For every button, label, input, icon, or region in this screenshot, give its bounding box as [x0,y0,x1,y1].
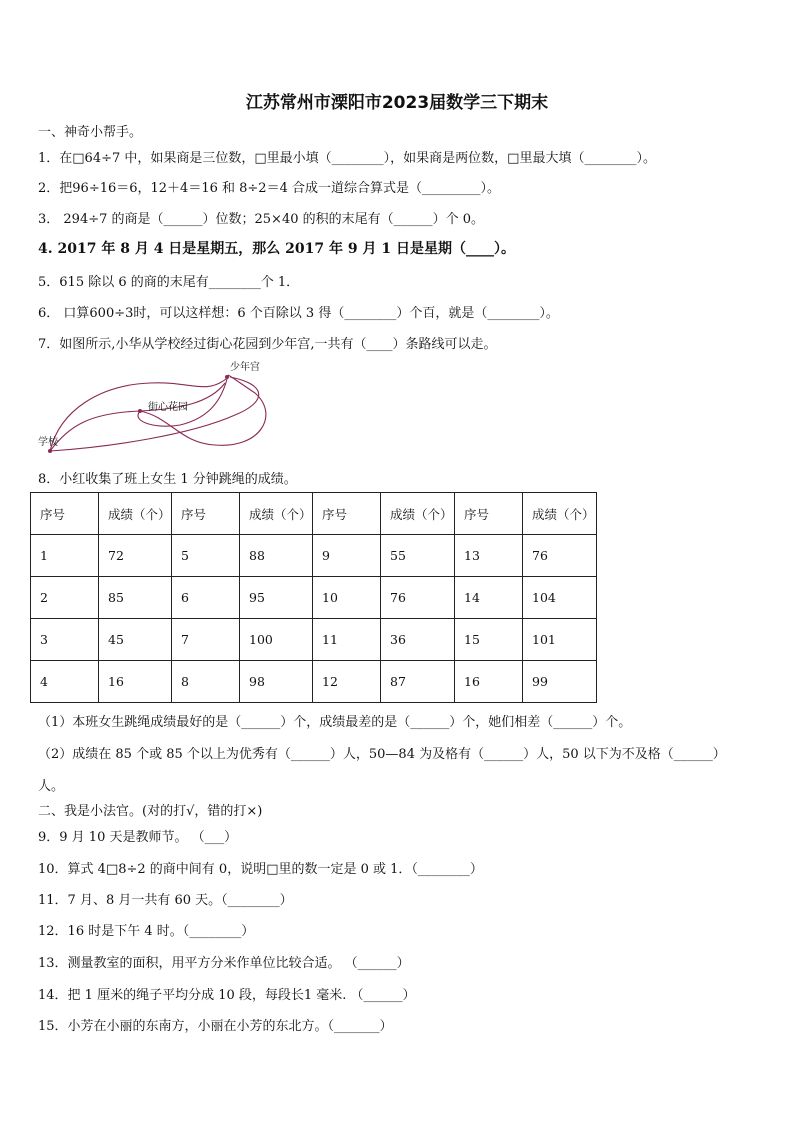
table-cell: 101 [523,619,597,661]
question-14: 14．把 1 厘米的绳子平均分成 10 段，每段长1 毫米. （______） [38,988,416,1003]
section-2-heading: 二、我是小法官。(对的打√，错的打×) [38,804,263,819]
route-map-figure [30,355,290,455]
table-cell: 87 [381,661,455,703]
table-cell: 16 [99,661,172,703]
question-8: 8．小红收集了班上女生 1 分钟跳绳的成绩。 [38,472,297,487]
table-header-cell: 成绩（个） [99,493,172,535]
table-header-cell: 序号 [455,493,523,535]
question-9: 9．9 月 10 天是教师节。 （___） [38,830,238,845]
question-6: 6． 口算600÷3时，可以这样想：6 个百除以 3 得（________）个百，就是（________）。 [38,306,559,321]
question-10: 10．算式 4□8÷2 的商中间有 0，说明□里的数一定是 0 或 1．（________） [38,862,483,877]
table-cell: 36 [381,619,455,661]
garden-point [138,409,142,413]
question-1: 1．在□64÷7 中，如果商是三位数，□里最小填（________），如果商是两位数，□里最大填（________）。 [38,151,656,166]
table-cell: 55 [381,535,455,577]
table-row [31,535,597,577]
question-8-part-2: （2）成绩在 85 个或 85 个以上为优秀有（______）人，50—84 为及格有（______）人，50 以下为不及格（______） [38,747,726,762]
table-cell: 10 [313,577,381,619]
question-13: 13．测量教室的面积，用平方分米作单位比较合适。 （______） [38,956,410,971]
table-header-cell: 序号 [172,493,240,535]
table-header-cell: 序号 [313,493,381,535]
question-3: 3． 294÷7 的商是（______）位数；25×40 的积的末尾有（______）个 0。 [38,212,485,227]
section-1-heading: 一、神奇小帮手。 [38,125,143,140]
question-15: 15．小芳在小丽的东南方，小丽在小芳的东北方。（_______） [38,1019,393,1034]
question-5: 5．615 除以 6 的商的末尾有________个 1． [38,275,300,290]
table-cell: 13 [455,535,523,577]
table-cell: 12 [313,661,381,703]
table-cell: 76 [381,577,455,619]
table-cell: 11 [313,619,381,661]
question-11: 11．7 月、8 月一共有 60 天。（________） [38,893,293,908]
question-8-part-2-cont: 人。 [38,779,65,794]
table-cell: 100 [240,619,313,661]
table-cell: 15 [455,619,523,661]
table-cell: 1 [31,535,99,577]
question-12: 12．16 时是下午 4 时。（________） [38,924,255,939]
page-title: 江苏常州市溧阳市2023届数学三下期末 [245,93,549,113]
question-2: 2．把96÷16＝6，12＋4＝16 和 8÷2＝4 合成一道综合算式是（_________）。 [38,181,500,196]
label-school: 学校 [38,437,58,448]
table-cell: 6 [172,577,240,619]
question-7: 7．如图所示,小华从学校经过街心花园到少年宫,一共有（____）条路线可以走。 [38,337,497,352]
table-cell: 95 [240,577,313,619]
table-cell: 76 [523,535,597,577]
table-cell: 3 [31,619,99,661]
palace-point [225,375,229,379]
question-4: 4. 2017 年 8 月 4 日是星期五，那么 2017 年 9 月 1 日是星期（____）。 [38,241,515,257]
table-header-row [31,493,597,535]
table-cell: 2 [31,577,99,619]
table-cell: 104 [523,577,597,619]
label-garden: 街心花园 [148,402,188,413]
table-cell: 72 [99,535,172,577]
table-row [31,619,597,661]
table-cell: 7 [172,619,240,661]
table-header-cell: 成绩（个） [523,493,597,535]
table-cell: 85 [99,577,172,619]
table-cell: 8 [172,661,240,703]
score-table [30,492,597,703]
table-cell: 16 [455,661,523,703]
table-header-cell: 序号 [31,493,99,535]
table-cell: 98 [240,661,313,703]
question-8-part-1: （1）本班女生跳绳成绩最好的是（______）个，成绩最差的是（______）个，她们相差（______）个。 [38,715,632,730]
table-cell: 9 [313,535,381,577]
table-row [31,661,597,703]
table-cell: 5 [172,535,240,577]
table-cell: 99 [523,661,597,703]
table-cell: 45 [99,619,172,661]
table-cell: 88 [240,535,313,577]
table-row [31,577,597,619]
table-header-cell: 成绩（个） [240,493,313,535]
table-cell: 14 [455,577,523,619]
table-header-cell: 成绩（个） [381,493,455,535]
table-cell: 4 [31,661,99,703]
school-point [48,449,52,453]
route-line [50,377,259,451]
label-palace: 少年宫 [230,362,260,373]
